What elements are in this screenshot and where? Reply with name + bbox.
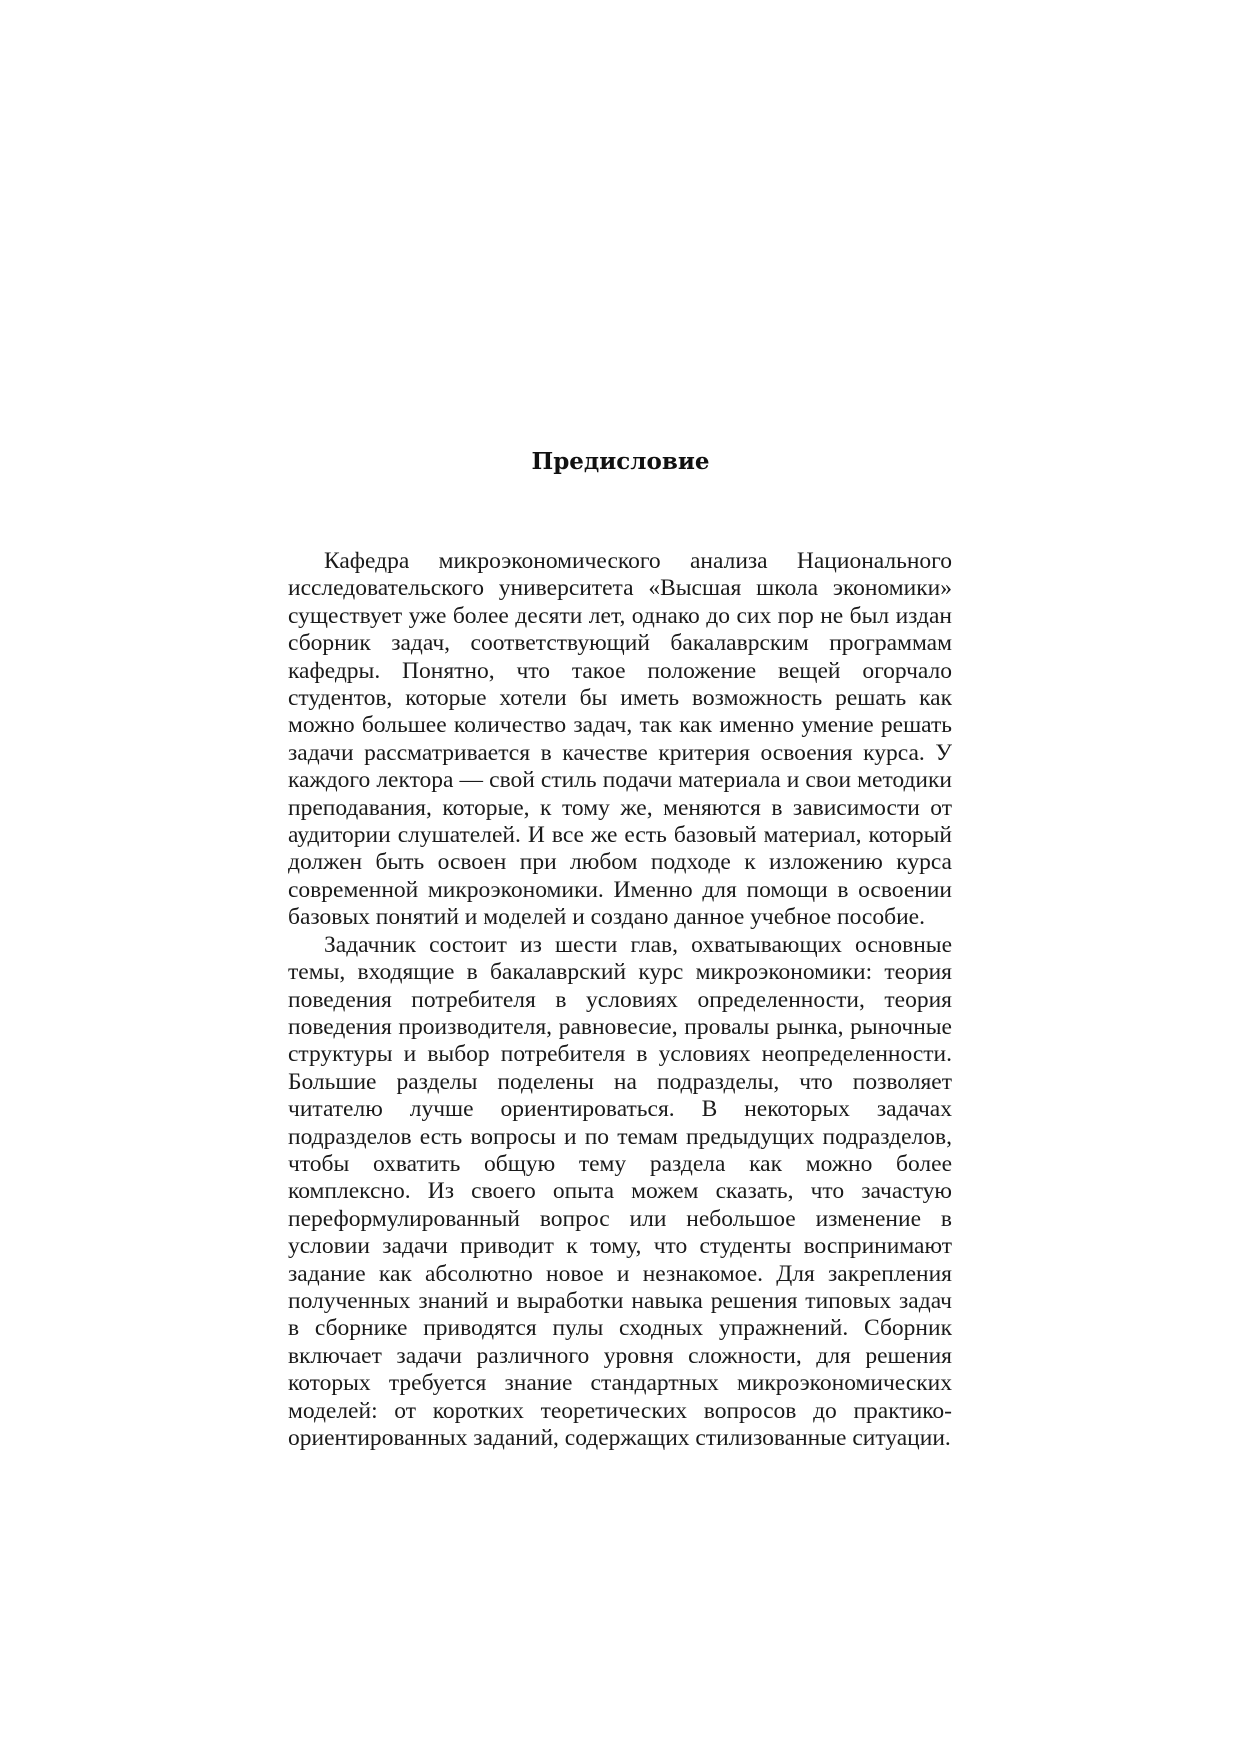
page-title: Предисловие bbox=[531, 448, 710, 475]
paragraph-1: Кафедра микроэкономического анализа Национального исследовательского университета «Высшая школа экономики» существует уже более десяти лет, однако до сих пор не был издан сборник задач, соответствующий бакалаврским программам кафедры. Понятно, что такое положение вещей огорчало студентов, которые хотели бы иметь возможность решать как можно большее количество задач, так как именно умение решать задачи рассматривается в качестве критерия освоения курса. У каждого лектора — свой стиль подачи материала и свои методики преподавания, которые, к тому же, меняются в зависимости от аудитории слушателей. И все же есть базовый материал, который должен быть освоен при любом подходе к изложению курса современной микроэкономики. Именно для помощи в освоении базовых понятий и моделей и создано данное учебное пособие. bbox=[288, 548, 952, 931]
body-text bbox=[288, 548, 952, 1452]
paragraph-2: Задачник состоит из шести глав, охватывающих основные темы, входящие в бакалаврский курс микроэкономики: теория поведения потребителя в условиях определенности, теория поведения производителя, равновесие, провалы рынка, рыночные структуры и выбор потребителя в условиях неопределенности. Большие разделы поделены на подразделы, что позволяет читателю лучше ориентироваться. В некоторых задачах подразделов есть вопросы и по темам предыдущих подразделов, чтобы охватить общую тему раздела как можно более комплексно. Из своего опыта можем сказать, что зачастую переформулированный вопрос или небольшое изменение в условии задачи приводит к тому, что студенты воспринимают задание как абсолютно новое и незнакомое. Для закрепления полученных знаний и выработки навыка решения типовых задач в сборнике приводятся пулы сходных упражнений. Сборник включает задачи различного уровня сложности, для решения которых требуется знание стандартных микроэкономических моделей: от коротких теоретических вопросов до практико-ориентированных заданий, содержащих стилизованные ситуации. bbox=[288, 931, 952, 1451]
